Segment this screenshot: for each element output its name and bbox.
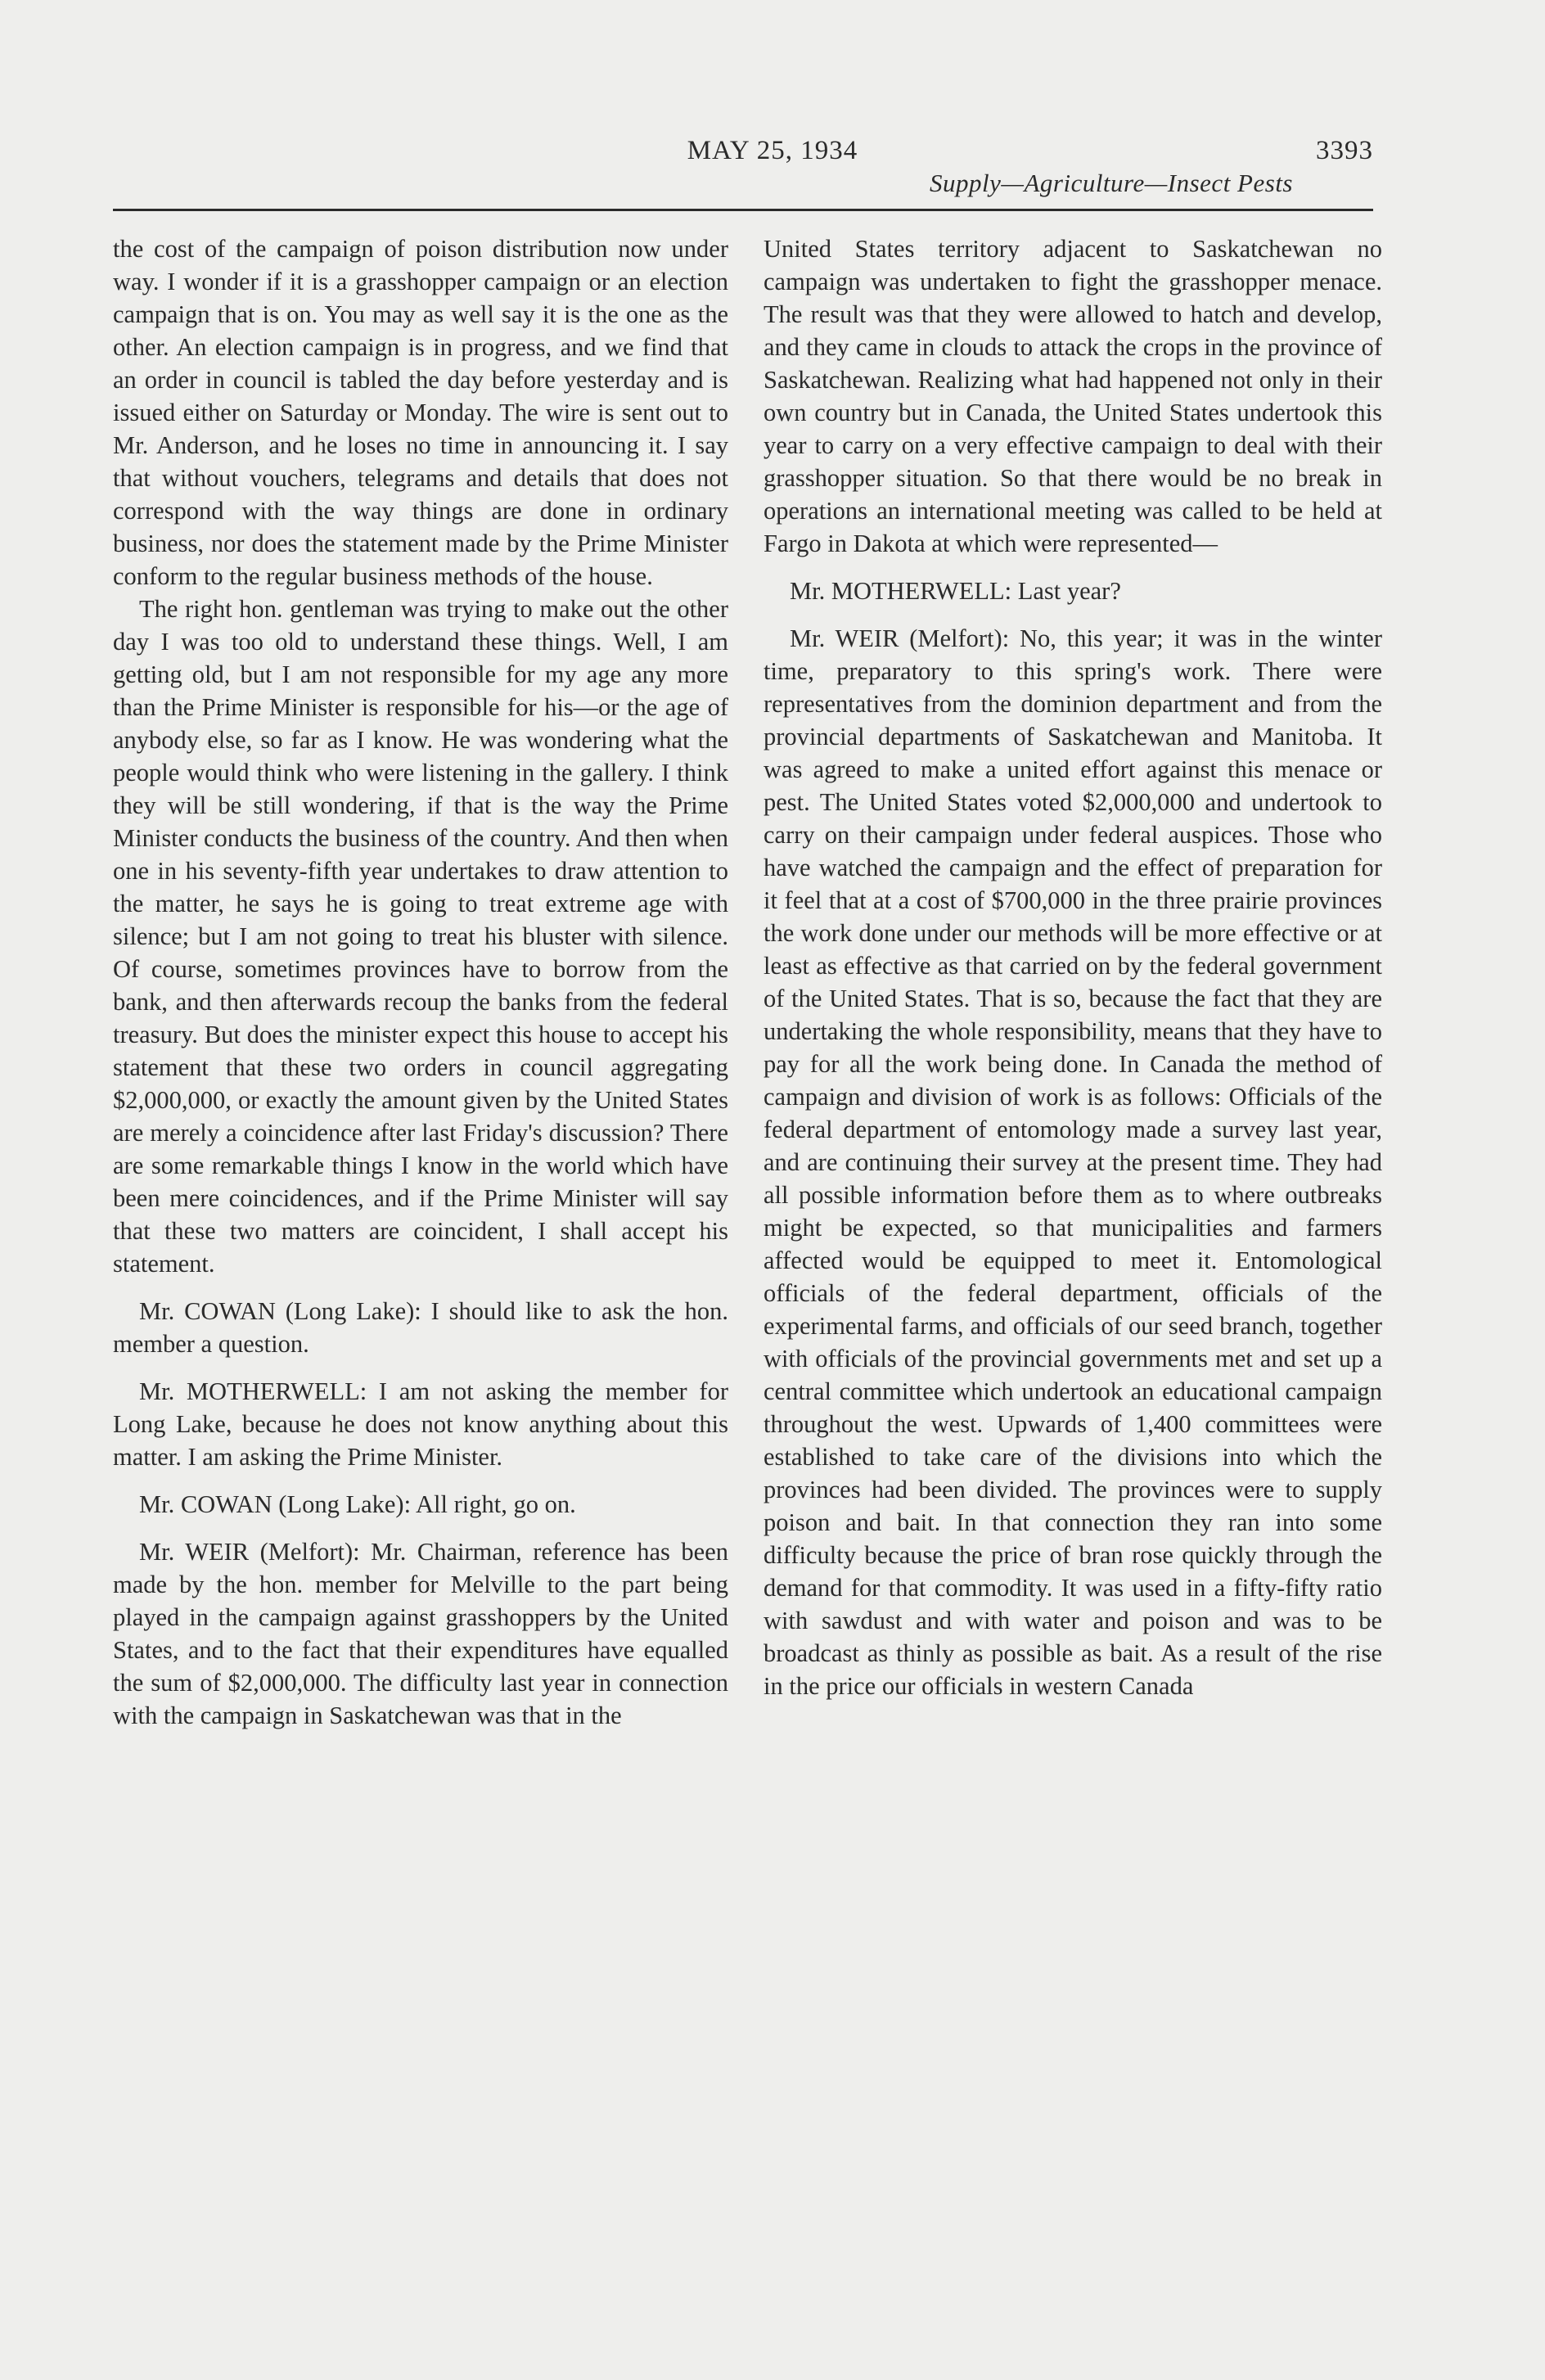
paragraph: The right hon. gentleman was trying to make out the other day I was too old to understand these things. Well, I am getting old, but I am not responsible for my age any more than the Prime Minister is responsible for his—or the age of anybody else, so far as I know. He was wondering what the people would think who were listening in the gallery. I think they will be still wondering, if that is the way the Prime Minister conducts the business of the country. And then when one in his seventy-fifth year undertakes to draw attention to the matter, he says he is going to treat extreme age with silence; but I am not going to treat his bluster with silence. Of course, sometimes provinces have to borrow from the bank, and then afterwards recoup the banks from the federal treasury. But does the minister expect this house to accept his statement that these two orders in council aggregating $2,000,000, or exactly the amount given by the United States are merely a coincidence after last Friday's discussion? There are some remarkable things I know in the world which have been mere coincidences, and if the Prime Minister will say that these two matters are coincident, I shall accept his statement.	[113, 595, 728, 1278]
speaker-paragraph: Mr. COWAN (Long Lake): All right, go on.	[139, 1490, 576, 1518]
page-date: MAY 25, 1934	[687, 136, 858, 165]
speaker-paragraph: Mr. MOTHERWELL: Last year?	[790, 577, 1121, 605]
speaker-paragraph: Mr. WEIR (Melfort): Mr. Chairman, reference has been made by the hon. member for Melville to the part being played in the campaign against grasshoppers by the United States, and to the fact that their expenditures have equalled the sum of $2,000,000. The difficulty last year in connection with the campaign in Saskatchewan was that in the	[113, 1538, 728, 1729]
speaker-paragraph: Mr. WEIR (Melfort): No, this year; it was in the winter time, preparatory to this spring's work. There were representatives from the dominion department and from the provincial departments of Saskatchewan and Manitoba. It was agreed to make a united effort against this menace or pest. The United States voted $2,000,000 and undertook to carry on their campaign under federal auspices. Those who have watched the campaign and the effect of preparation for it feel that at a cost of $700,000 in the three prairie provinces the work done under our methods will be more effective or at least as effective as that carried on by the federal government of the United States. That is so, because the fact that they are undertaking the whole responsibility, means that they have to pay for all the work being done. In Canada the method of campaign and division of work is as follows: Officials of the federal department of entomology made a survey last year, and are continuing their survey at the present time. They had all possible information before them as to where outbreaks might be expected, so that municipalities and farmers affected would be equipped to meet it. Entomological officials of the federal department, officials of the experimental farms, and officials of our seed branch, together with officials of the provincial governments met and set up a central committee which undertook an educational campaign throughout the west. Upwards of 1,400 committees were established to take care of the divisions into which the provinces had been divided. The provinces were to supply poison and bait. In that connection they ran into some difficulty because the price of bran rose quickly through the demand for that commodity. It was used in a fifty-fifty ratio with sawdust and with water and poison and was to be broadcast as thinly as possible as bait. As a result of the rise in the price our officials in western Canada	[763, 624, 1382, 1700]
paragraph: the cost of the campaign of poison distribution now under way. I wonder if it is a grasshopper campaign or an election campaign that is on. You may as well say it is the one as the other. An election campaign is in progress, and we find that an order in council is tabled the day before yesterday and is issued either on Saturday or Monday. The wire is sent out to Mr. Anderson, and he loses no time in announcing it. I say that without vouchers, telegrams and details that does not correspond with the way things are done in ordinary business, nor does the statement made by the Prime Minister conform to the regular business methods of the house.	[113, 235, 728, 590]
paragraph: United States territory adjacent to Saskatchewan no campaign was undertaken to fight the grasshopper menace. The result was that they were allowed to hatch and develop, and they came in clouds to attack the crops in the province of Saskatchewan. Realizing what had happened not only in their own country but in Canada, the United States undertook this year to carry on a very effective campaign to deal with their grasshopper situation. So that there would be no break in operations an international meeting was called to be held at Fargo in Dakota at which were represented—	[763, 235, 1382, 557]
speaker-paragraph: Mr. COWAN (Long Lake): I should like to ask the hon. member a question.	[113, 1297, 728, 1358]
speaker-paragraph: Mr. MOTHERWELL: I am not asking the member for Long Lake, because he does not know anything about this matter. I am asking the Prime Minister.	[113, 1377, 728, 1471]
page-number: 3393	[1316, 136, 1373, 165]
right-column	[763, 232, 1382, 1702]
left-column	[113, 232, 728, 1732]
section-subhead: Supply—Agriculture—Insect Pests	[930, 169, 1293, 197]
header-rule	[113, 209, 1373, 211]
